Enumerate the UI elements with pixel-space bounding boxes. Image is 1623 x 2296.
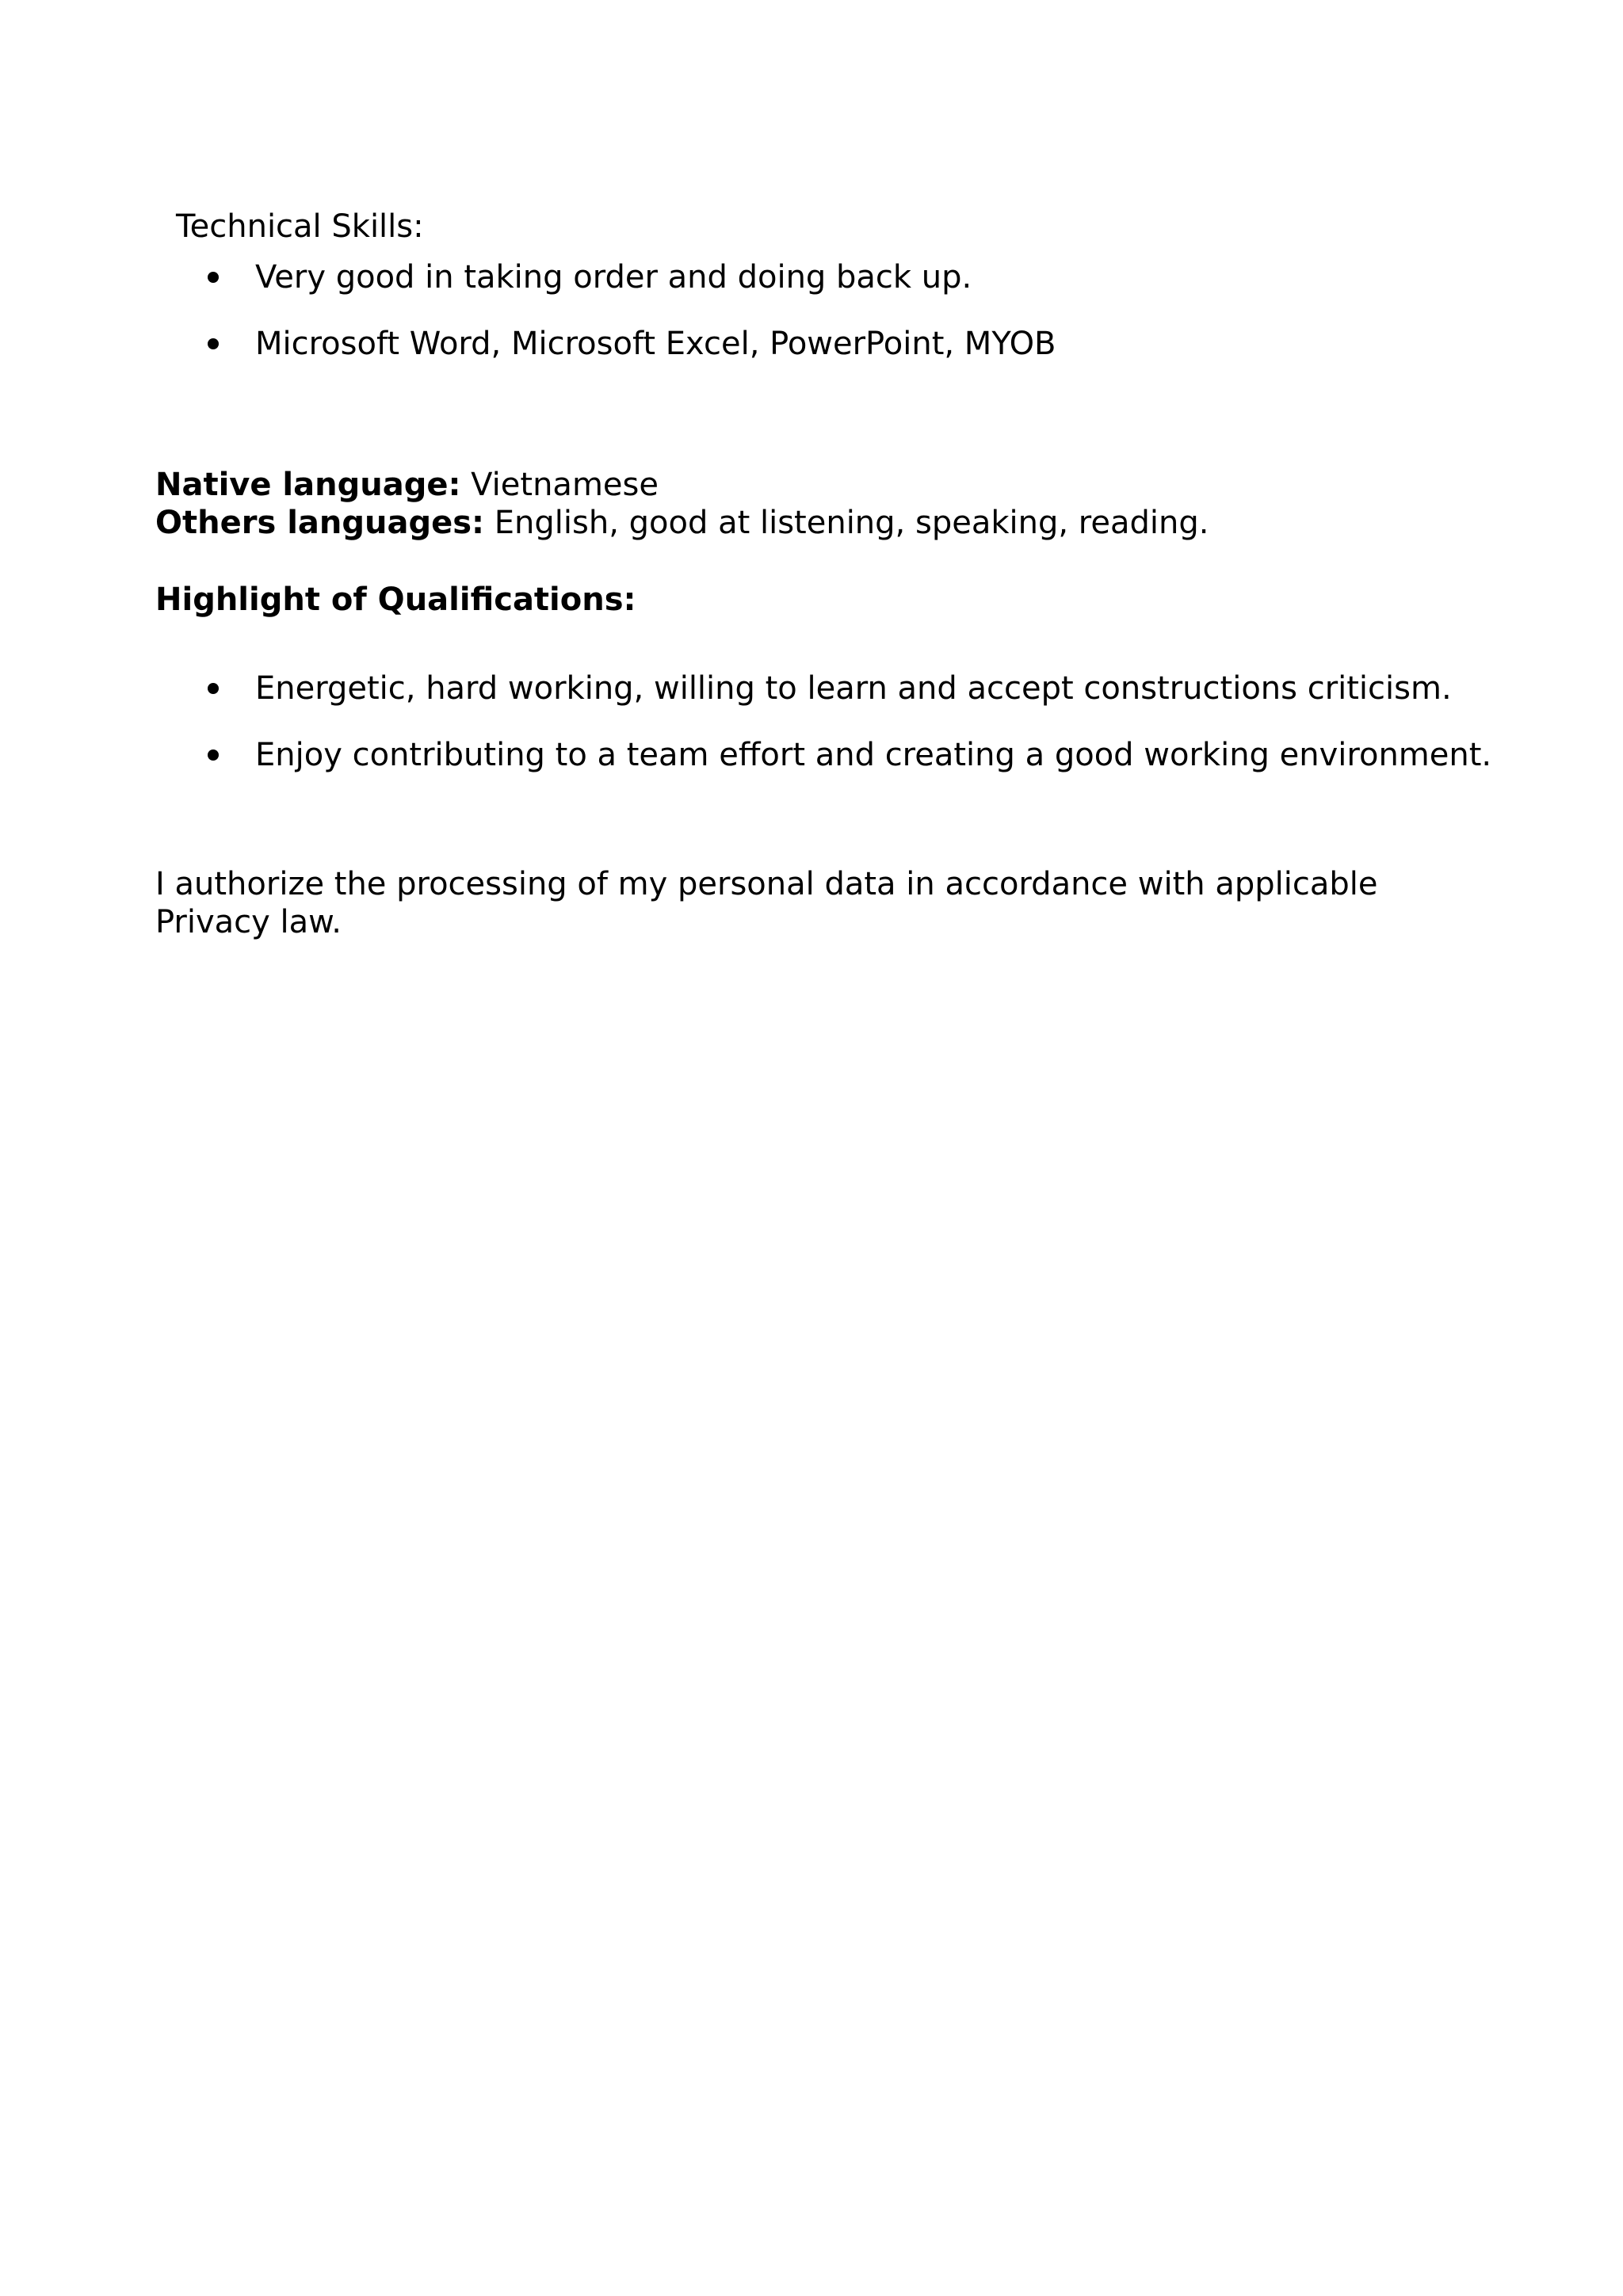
bullet-icon <box>208 749 219 761</box>
technical-skill-item <box>208 258 972 296</box>
technical-skill-item <box>208 325 1056 363</box>
other-languages-line <box>155 504 1209 542</box>
qualification-item <box>208 669 1452 707</box>
other-languages-label: Others languages: <box>155 505 485 541</box>
native-language-line <box>155 466 659 504</box>
technical-skill-text: Microsoft Word, Microsoft Excel, PowerPoint, MYOB <box>255 326 1056 362</box>
qualification-item <box>208 736 1492 774</box>
bullet-icon <box>208 338 219 349</box>
technical-skills-heading: Technical Skills: <box>176 208 424 245</box>
bullet-icon <box>208 272 219 283</box>
technical-skill-text: Very good in taking order and doing back up. <box>255 259 972 296</box>
bullet-icon <box>208 683 219 694</box>
qualification-text: Enjoy contributing to a team effort and creating a good working environment. <box>255 737 1492 773</box>
native-language-value: Vietnamese <box>460 467 659 503</box>
other-languages-value: English, good at listening, speaking, reading. <box>484 505 1209 541</box>
qualifications-heading: Highlight of Qualifications: <box>155 582 636 618</box>
privacy-statement: I authorize the processing of my personal data in accordance with applicable Privacy law. <box>155 866 1378 940</box>
qualification-text: Energetic, hard working, willing to learn and accept constructions criticism. <box>255 670 1452 707</box>
native-language-label: Native language: <box>155 467 461 503</box>
